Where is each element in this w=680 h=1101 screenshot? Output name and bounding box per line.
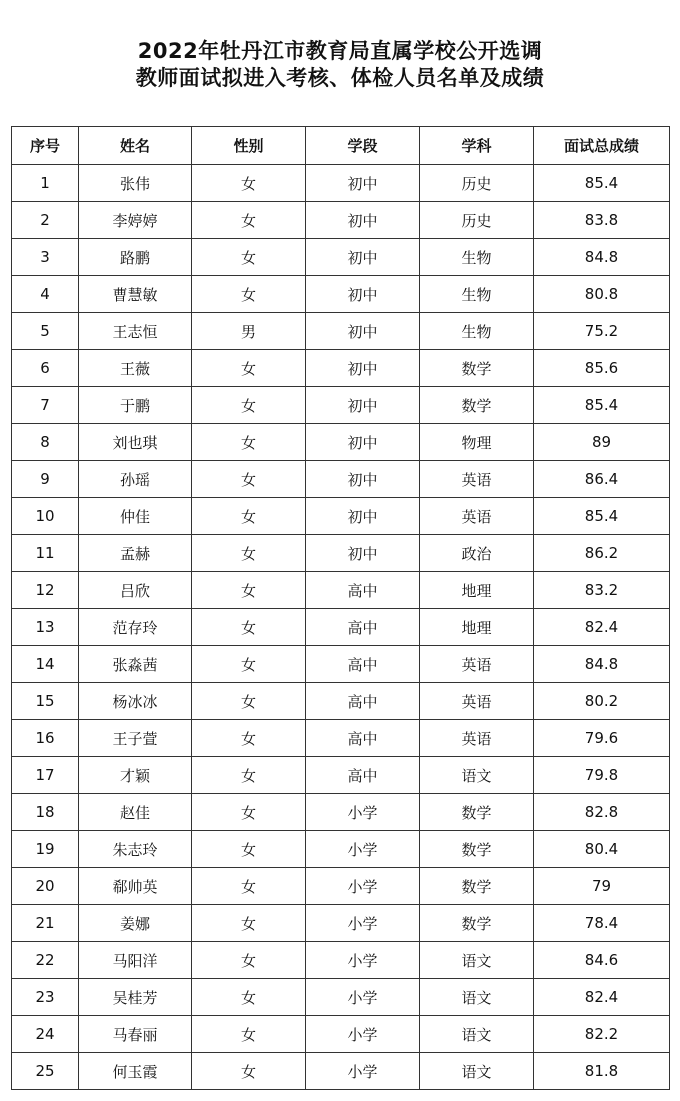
cell-index: 22: [12, 942, 79, 979]
cell-name: 李婷婷: [79, 202, 192, 239]
table-row: [12, 720, 670, 757]
cell-subject: 英语: [420, 498, 534, 535]
cell-score: 82.2: [534, 1016, 670, 1053]
cell-subject: 地理: [420, 609, 534, 646]
cell-gender: 女: [192, 387, 306, 424]
cell-gender: 女: [192, 424, 306, 461]
cell-gender: 女: [192, 1016, 306, 1053]
table-row: [12, 646, 670, 683]
cell-score: 85.6: [534, 350, 670, 387]
cell-score: 80.4: [534, 831, 670, 868]
cell-gender: 女: [192, 609, 306, 646]
cell-subject: 语文: [420, 757, 534, 794]
cell-gender: 女: [192, 535, 306, 572]
table-row: [12, 498, 670, 535]
title-line-1: 2022年牡丹江市教育局直属学校公开选调: [137, 39, 543, 63]
cell-score: 82.4: [534, 979, 670, 1016]
cell-index: 4: [12, 276, 79, 313]
cell-gender: 女: [192, 868, 306, 905]
cell-subject: 数学: [420, 387, 534, 424]
cell-subject: 英语: [420, 646, 534, 683]
cell-score: 79: [534, 868, 670, 905]
table-row: [12, 868, 670, 905]
cell-score: 79.8: [534, 757, 670, 794]
cell-score: 84.8: [534, 239, 670, 276]
table-row: [12, 424, 670, 461]
table-row: [12, 979, 670, 1016]
cell-subject: 语文: [420, 1053, 534, 1090]
cell-name: 吕欣: [79, 572, 192, 609]
cell-subject: 生物: [420, 239, 534, 276]
cell-stage: 初中: [306, 535, 420, 572]
cell-name: 朱志玲: [79, 831, 192, 868]
cell-score: 85.4: [534, 387, 670, 424]
cell-index: 8: [12, 424, 79, 461]
cell-gender: 女: [192, 794, 306, 831]
table-row: [12, 794, 670, 831]
cell-name: 孟赫: [79, 535, 192, 572]
cell-index: 25: [12, 1053, 79, 1090]
cell-subject: 历史: [420, 202, 534, 239]
cell-score: 89: [534, 424, 670, 461]
cell-stage: 高中: [306, 646, 420, 683]
cell-gender: 女: [192, 831, 306, 868]
cell-index: 7: [12, 387, 79, 424]
cell-gender: 女: [192, 350, 306, 387]
table-row: [12, 165, 670, 202]
cell-stage: 高中: [306, 720, 420, 757]
cell-index: 9: [12, 461, 79, 498]
cell-subject: 政治: [420, 535, 534, 572]
cell-index: 21: [12, 905, 79, 942]
cell-score: 80.8: [534, 276, 670, 313]
cell-subject: 历史: [420, 165, 534, 202]
cell-name: 路鹏: [79, 239, 192, 276]
cell-stage: 初中: [306, 424, 420, 461]
cell-gender: 男: [192, 313, 306, 350]
cell-name: 张淼茜: [79, 646, 192, 683]
header-name: 姓名: [79, 127, 192, 165]
cell-stage: 初中: [306, 350, 420, 387]
cell-stage: 小学: [306, 905, 420, 942]
cell-subject: 英语: [420, 720, 534, 757]
cell-name: 马阳洋: [79, 942, 192, 979]
table-row: [12, 350, 670, 387]
cell-score: 75.2: [534, 313, 670, 350]
table-row: [12, 609, 670, 646]
cell-name: 王薇: [79, 350, 192, 387]
cell-name: 马春丽: [79, 1016, 192, 1053]
cell-name: 张伟: [79, 165, 192, 202]
cell-index: 18: [12, 794, 79, 831]
table-row: [12, 202, 670, 239]
cell-stage: 小学: [306, 942, 420, 979]
cell-gender: 女: [192, 720, 306, 757]
cell-stage: 小学: [306, 1053, 420, 1090]
cell-index: 1: [12, 165, 79, 202]
cell-name: 刘也琪: [79, 424, 192, 461]
cell-name: 吴桂芳: [79, 979, 192, 1016]
cell-index: 11: [12, 535, 79, 572]
cell-score: 86.4: [534, 461, 670, 498]
cell-stage: 高中: [306, 757, 420, 794]
cell-score: 81.8: [534, 1053, 670, 1090]
header-subject: 学科: [420, 127, 534, 165]
cell-subject: 数学: [420, 831, 534, 868]
cell-stage: 小学: [306, 979, 420, 1016]
cell-name: 杨冰冰: [79, 683, 192, 720]
cell-gender: 女: [192, 202, 306, 239]
table-row: [12, 461, 670, 498]
table-row: [12, 387, 670, 424]
cell-gender: 女: [192, 1053, 306, 1090]
cell-gender: 女: [192, 942, 306, 979]
cell-gender: 女: [192, 646, 306, 683]
cell-score: 82.8: [534, 794, 670, 831]
cell-gender: 女: [192, 461, 306, 498]
cell-stage: 初中: [306, 239, 420, 276]
cell-stage: 小学: [306, 794, 420, 831]
cell-index: 2: [12, 202, 79, 239]
cell-stage: 初中: [306, 461, 420, 498]
cell-index: 10: [12, 498, 79, 535]
header-score: 面试总成绩: [534, 127, 670, 165]
cell-gender: 女: [192, 239, 306, 276]
cell-score: 85.4: [534, 498, 670, 535]
header-gender: 性别: [192, 127, 306, 165]
cell-stage: 小学: [306, 868, 420, 905]
table-row: [12, 572, 670, 609]
cell-gender: 女: [192, 905, 306, 942]
cell-score: 86.2: [534, 535, 670, 572]
cell-index: 20: [12, 868, 79, 905]
cell-score: 83.2: [534, 572, 670, 609]
cell-name: 仲佳: [79, 498, 192, 535]
cell-gender: 女: [192, 572, 306, 609]
header-stage: 学段: [306, 127, 420, 165]
table-header-row: [12, 127, 670, 165]
cell-subject: 英语: [420, 461, 534, 498]
header-index: 序号: [12, 127, 79, 165]
cell-score: 85.4: [534, 165, 670, 202]
document-title: [0, 0, 680, 88]
cell-name: 于鹏: [79, 387, 192, 424]
cell-name: 曹慧敏: [79, 276, 192, 313]
cell-subject: 生物: [420, 313, 534, 350]
results-table: [11, 126, 670, 1090]
table-row: [12, 535, 670, 572]
table-row: [12, 1053, 670, 1090]
cell-subject: 地理: [420, 572, 534, 609]
cell-stage: 小学: [306, 831, 420, 868]
cell-score: 78.4: [534, 905, 670, 942]
cell-name: 何玉霞: [79, 1053, 192, 1090]
cell-subject: 数学: [420, 868, 534, 905]
cell-subject: 数学: [420, 794, 534, 831]
cell-stage: 高中: [306, 609, 420, 646]
cell-index: 3: [12, 239, 79, 276]
cell-index: 5: [12, 313, 79, 350]
cell-subject: 语文: [420, 979, 534, 1016]
cell-name: 范存玲: [79, 609, 192, 646]
cell-subject: 物理: [420, 424, 534, 461]
cell-subject: 数学: [420, 350, 534, 387]
cell-stage: 高中: [306, 683, 420, 720]
table-row: [12, 313, 670, 350]
cell-score: 79.6: [534, 720, 670, 757]
table-row: [12, 1016, 670, 1053]
table-row: [12, 905, 670, 942]
cell-subject: 语文: [420, 1016, 534, 1053]
cell-index: 24: [12, 1016, 79, 1053]
cell-name: 王志恒: [79, 313, 192, 350]
cell-stage: 小学: [306, 1016, 420, 1053]
cell-index: 14: [12, 646, 79, 683]
cell-name: 赵佳: [79, 794, 192, 831]
cell-index: 19: [12, 831, 79, 868]
cell-score: 82.4: [534, 609, 670, 646]
cell-index: 13: [12, 609, 79, 646]
cell-score: 84.8: [534, 646, 670, 683]
cell-name: 王子萱: [79, 720, 192, 757]
cell-name: 才颖: [79, 757, 192, 794]
cell-gender: 女: [192, 165, 306, 202]
table-row: [12, 757, 670, 794]
table-row: [12, 942, 670, 979]
cell-score: 83.8: [534, 202, 670, 239]
cell-index: 23: [12, 979, 79, 1016]
cell-index: 16: [12, 720, 79, 757]
table-row: [12, 831, 670, 868]
cell-stage: 初中: [306, 498, 420, 535]
cell-gender: 女: [192, 757, 306, 794]
cell-score: 80.2: [534, 683, 670, 720]
cell-score: 84.6: [534, 942, 670, 979]
cell-subject: 生物: [420, 276, 534, 313]
cell-gender: 女: [192, 683, 306, 720]
cell-stage: 初中: [306, 202, 420, 239]
cell-stage: 初中: [306, 276, 420, 313]
table-row: [12, 683, 670, 720]
cell-index: 15: [12, 683, 79, 720]
table-row: [12, 239, 670, 276]
cell-gender: 女: [192, 498, 306, 535]
title-line-2: 教师面试拟进入考核、体检人员名单及成绩: [135, 66, 545, 90]
cell-stage: 初中: [306, 165, 420, 202]
cell-gender: 女: [192, 979, 306, 1016]
cell-name: 姜娜: [79, 905, 192, 942]
cell-name: 郗帅英: [79, 868, 192, 905]
cell-index: 6: [12, 350, 79, 387]
cell-gender: 女: [192, 276, 306, 313]
cell-subject: 数学: [420, 905, 534, 942]
cell-subject: 英语: [420, 683, 534, 720]
table-row: [12, 276, 670, 313]
cell-stage: 初中: [306, 313, 420, 350]
cell-stage: 高中: [306, 572, 420, 609]
cell-subject: 语文: [420, 942, 534, 979]
table-body: [12, 165, 670, 1090]
cell-index: 17: [12, 757, 79, 794]
cell-stage: 初中: [306, 387, 420, 424]
cell-name: 孙瑶: [79, 461, 192, 498]
cell-index: 12: [12, 572, 79, 609]
